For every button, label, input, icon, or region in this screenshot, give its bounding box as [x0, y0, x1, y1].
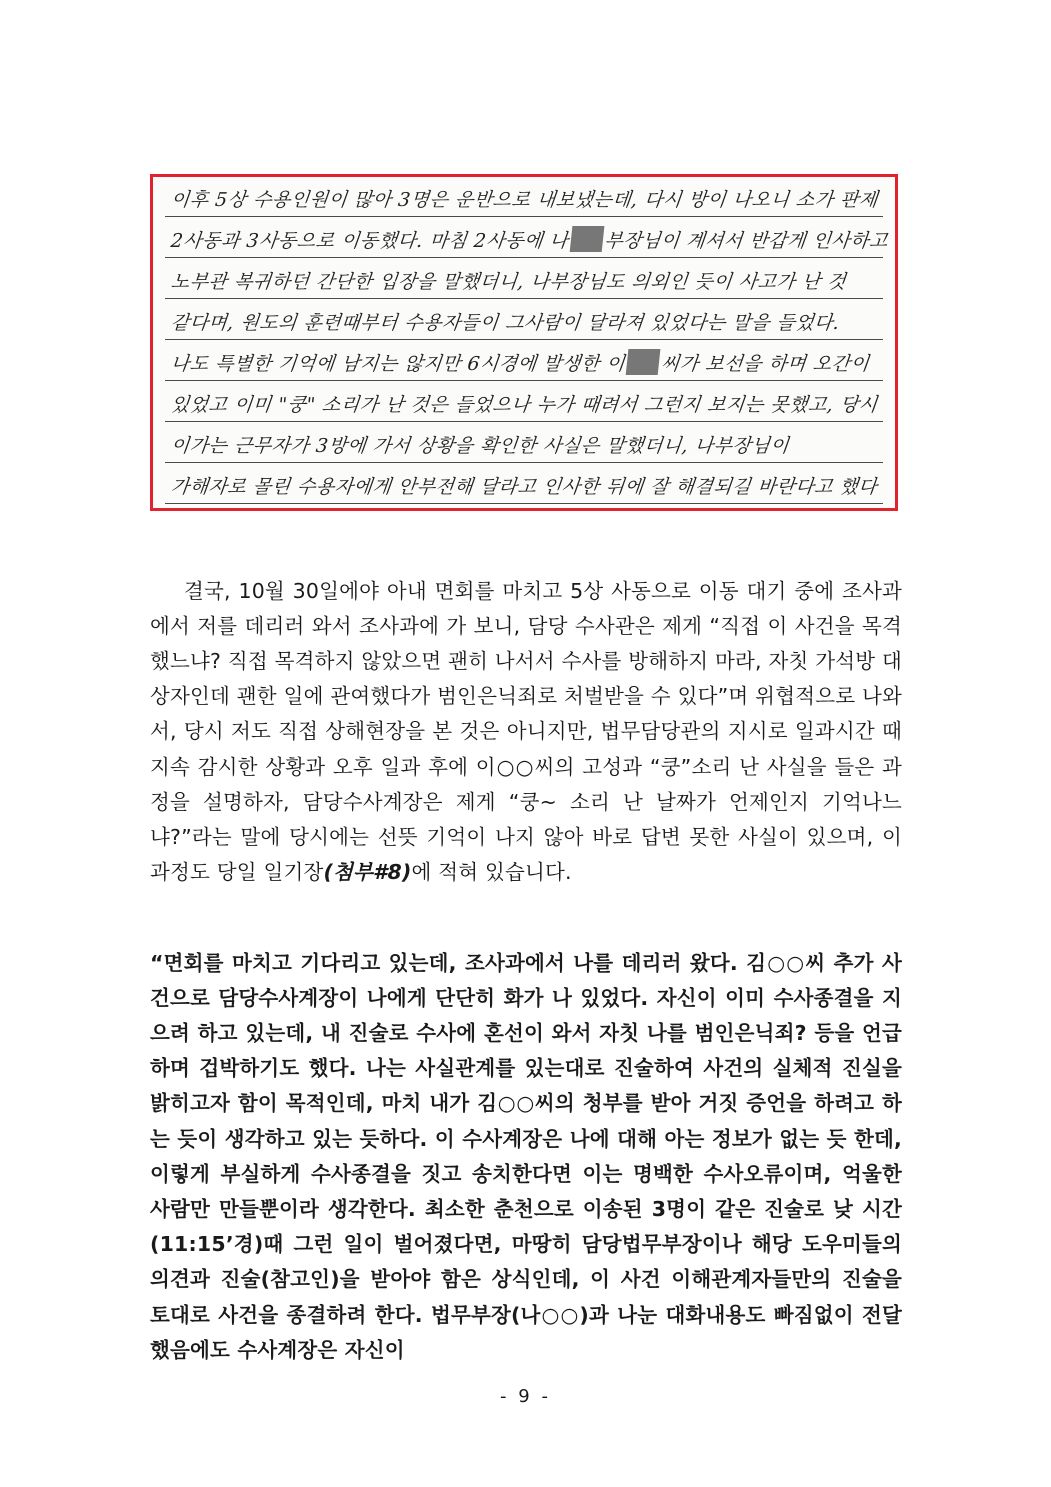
attachment-reference: (첨부#8) — [323, 860, 412, 885]
diary-line — [165, 179, 883, 217]
diary-line — [165, 466, 883, 504]
handwritten-diary-image — [150, 174, 898, 511]
diary-line-text: 있었고 이미 "쿵" 소리가 난 것은 들었으나 누가 때려서 그런지 보지는 못했고, 당시 — [169, 394, 879, 416]
diary-line-text: 나도 특별한 기억에 남지는 않지만 6시경에 발생한 이 씨가 보선을 하며 오간이 — [170, 349, 879, 376]
body-paragraph: 결국, 10월 30일에야 아내 면회를 마치고 5상 사동으로 이동 대기 중에 조사과에서 저를 데리러 와서 조사과에 가 보니, 담당 수사관은 제게 “직접 이 사건을 목격했느냐? 직접 목격하지 않았으면 괜히 나서서 수사를 방해하지 마라, 자칫 가석방 대상자인데 괜한 일에 관여했다가 범인은닉죄로 처벌받을 수 있다”며 위협적으로 나와서, 당시 저도 직접 상해현장을 본 것은 아니지만, 법무담당관의 지시로 일과시간 때 지속 감시한 상황과 오후 일과 후에 이○○씨의 고성과 “쿵”소리 난 사실을 들은 과정을 설명하자, 담당수사계장은 제게 “쿵~ 소리 난 날짜가 언제인지 기억나느냐?”라는 말에 당시에는 선뜻 기억이 나지 않아 바로 답변 못한 사실이 있으며, 이 과정도 당일 일기장(첨부#8)에 적혀 있습니다. — [150, 578, 902, 885]
redaction-box — [626, 349, 661, 375]
diary-line — [165, 261, 883, 299]
quoted-diary-paragraph: “면회를 마치고 기다리고 있는데, 조사과에서 나를 데리러 왔다. 김○○씨 추가 사건으로 담당수사계장이 나에게 단단히 화가 나 있었다. 자신이 이미 수사종결을 지으려 하고 있는데, 내 진술로 수사에 혼선이 와서 자칫 나를 범인은닉죄? 등을 언급하며 겁박하기도 했다. 나는 사실관계를 있는대로 진술하여 사건의 실체적 진실을 밝히고자 함이 목적인데, 마치 내가 김○○씨의 청부를 받아 거짓 증언을 하려고 하는 듯이 생각하고 있는 듯하다. 이 수사계장은 나에 대해 아는 정보가 없는 듯 한데, 이렇게 부실하게 수사종결을 짓고 송치한다면 이는 명백한 수사오류이며, 억울한 사람만 만들뿐이라 생각한다. 최소한 춘천으로 이송된 3명이 같은 진술로 낮 시간(11:15’경)때 그런 일이 벌어졌다면, 마땅히 담당법무부장이나 해당 도우미들의 의견과 진술(참고인)을 받아야 함은 상식인데, 이 사건 이해관계자들만의 진술을 토대로 사건을 종결하려 한다. 법무부장(나○○)과 나눈 대화내용도 빠짐없이 전달했음에도 수사계장은 자신이 — [150, 950, 902, 1362]
diary-line — [165, 220, 890, 258]
diary-line-text: 노부관 복귀하던 간단한 입장을 말했더니, 나부장님도 의외인 듯이 사고가 난 것 — [169, 271, 848, 293]
diary-line-text: 이가는 근무자가 3방에 가서 상황을 확인한 사실은 말했더니, 나부장님이 — [169, 435, 791, 457]
page-number: - 9 - — [500, 1386, 551, 1407]
redaction-box — [569, 226, 604, 252]
diary-line — [165, 302, 883, 340]
diary-line — [165, 384, 883, 422]
diary-line — [165, 425, 883, 463]
diary-line-text: 같다며, 원도의 훈련때부터 수용자들이 그사람이 달라져 있었다는 말을 들었다. — [169, 312, 841, 334]
diary-line-text: 2사동과 3사동으로 이동했다. 마침 2사동에 나 부장님이 계셔서 반갑게 인사하고 — [170, 226, 879, 253]
diary-line — [165, 343, 883, 381]
diary-line-text: 이후 5상 수용인원이 많아 3명은 운반으로 내보냈는데, 다시 방이 나오니 소가 판제 — [169, 189, 879, 211]
diary-line-text: 가해자로 몰린 수용자에게 안부전해 달라고 인사한 뒤에 잘 해결되길 바란다고 했다 — [169, 476, 879, 498]
